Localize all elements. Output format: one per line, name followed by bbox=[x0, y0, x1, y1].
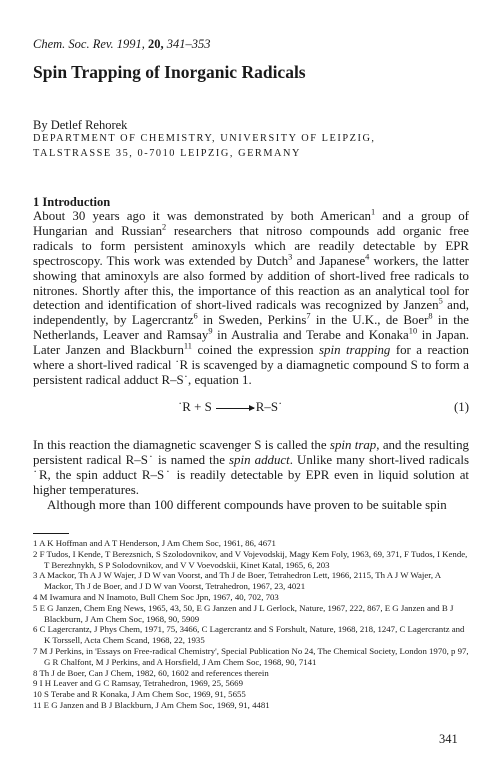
citation-ref: 7 bbox=[306, 312, 311, 322]
article-title: Spin Trapping of Inorganic Radicals bbox=[33, 62, 306, 82]
footnote-item: 8 Th J de Boer, Can J Chem, 1982, 60, 1602 and references therein bbox=[33, 667, 269, 678]
footnote-item: 1 A K Hoffman and A T Henderson, J Am Chem Soc, 1961, 86, 4671 bbox=[33, 538, 276, 548]
footnote-item: 5 E G Janzen, Chem Eng News, 1965, 43, 50, E G Janzen and J L Gerlock, Nature, 1967, 222, 867, E G Janzen and B J Blackburn, J Am Chem Soc, 1968, 90, 5909 bbox=[33, 602, 454, 624]
page-number: 341 bbox=[439, 732, 458, 746]
footnote-item: 10 S Terabe and R Konaka, J Am Chem Soc, 1969, 91, 5655 bbox=[33, 689, 246, 700]
journal-pages: 341–353 bbox=[166, 37, 211, 51]
citation-ref: 11 bbox=[183, 341, 192, 351]
journal-year: 1991, bbox=[116, 37, 145, 51]
author-byline: By Detlef Rehorek bbox=[33, 118, 128, 132]
footnote-item: 3 A Mackor, Th A J W Wajer, J D W van Voorst, and Th J de Boer, Tetrahedron Lett, 1966, 2115, Th A J W Wajer, A Mackor, Th J de Boer, and J D W van Voorst, Tetrahedron, 1967, 23, 4021 bbox=[33, 570, 441, 592]
citation-ref: 8 bbox=[428, 312, 433, 322]
paragraph-2: In this reaction the diamagnetic scavenger S is called the spin trap, and the resulting persistent radical R–S˙ is named the spin adduct. Unlike many short-lived radicals ˙R, the spin adduct R–S˙ is readily detectable by EPR even in liquid solution at higher temperatures. bbox=[33, 438, 469, 497]
journal-volume: 20, bbox=[148, 37, 164, 51]
footnote-rule bbox=[33, 533, 69, 534]
citation-ref: 2 bbox=[162, 222, 167, 232]
equation-1 bbox=[33, 400, 469, 416]
equation-product: R–S˙ bbox=[255, 400, 283, 414]
equation-reactants: ˙R + S bbox=[178, 400, 212, 414]
affiliation-line-2: TALSTRASSE 35, 0-7010 LEIPZIG, GERMANY bbox=[33, 148, 302, 159]
emphasized-term: spin adduct bbox=[229, 452, 290, 467]
affiliation-line-1: DEPARTMENT OF CHEMISTRY, UNIVERSITY OF LEIPZIG, bbox=[33, 133, 376, 144]
footnote-item: 11 E G Janzen and B J Blackburn, J Am Chem Soc, 1969, 91, 4481 bbox=[33, 699, 270, 710]
footnote-item: 4 M Iwamura and N Inamoto, Bull Chem Soc Jpn, 1967, 40, 702, 703 bbox=[33, 591, 279, 602]
paragraph-introduction: About 30 years ago it was demonstrated by both American$^1$ and a group of Hungarian and Russian$^2$ researchers that nitroso compounds add organic free radicals to form persistent aminoxyls which are readily detectable by EPR spectroscopy. This work was extended by Dutch$^3$ and Japanese$^4$ workers, the latter showing that aminoxyls are also formed by addition of short-lived free radicals to nitrones. Shortly after this, the importance of this reaction as an analytical tool for detection and identification of short-lived radicals was recognized by Janzen$^5$ and, independently, by Lagercrantz$^6$ in Sweden, Perkins$^7$ in the U.K., de Boer$^8$ in the Netherlands, Leaver and Ramsay$^9$ in Australia and Terabe and Konaka$^{10}$ in Japan. Later Janzen and Blackburn$^{11}$ coined the expression spin trapping for a reaction where a short-lived radical ˙R is scavenged by a diamagnetic compound S to form a persistent radical adduct R–S˙, equation 1. bbox=[33, 207, 470, 387]
footnote-item: 2 F Tudos, I Kende, T Berezsnich, S Szolodovnikov, and V Vojevodskij, Magy Kem Foly, 1963, 69, 371, F Tudos, I Kende, T Berezhnykh, S P Solodovnikov, and V V Voevodskii, Kinet Katal, 1965, 6, 203 bbox=[33, 548, 468, 570]
reaction-arrow-icon bbox=[216, 408, 254, 409]
section-heading: 1 Introduction bbox=[33, 195, 111, 209]
paragraph-3: Although more than 100 different compounds have proven to be suitable spin bbox=[47, 497, 447, 512]
footnotes bbox=[33, 538, 469, 711]
footnote-item: 7 M J Perkins, in 'Essays on Free-radical Chemistry', Special Publication No 24, The Chemical Society, London 1970, p 97, G R Chalfont, M J Perkins, and A Horsfield, J Am Chem Soc, 1968, 90, 7141 bbox=[33, 645, 469, 667]
footnote-item: 9 I H Leaver and G C Ramsay, Tetrahedron, 1969, 25, 5669 bbox=[33, 678, 243, 689]
equation-number: (1) bbox=[453, 400, 469, 414]
citation-ref: 4 bbox=[365, 252, 370, 262]
citation-ref: 1 bbox=[370, 207, 376, 217]
citation-ref: 3 bbox=[288, 252, 293, 262]
emphasized-term: spin trapping bbox=[319, 343, 391, 358]
citation-ref: 9 bbox=[208, 326, 213, 336]
footnote-item: 6 C Lagercrantz, J Phys Chem, 1971, 75, 3466, C Lagercrantz and S Forshult, Nature, 1968, 218, 1247, C Lagercrantz and K Torssell, Acta Chem Scand, 1968, 22, 1935 bbox=[33, 624, 465, 646]
citation-ref: 6 bbox=[193, 312, 198, 322]
emphasized-term: spin trap bbox=[329, 438, 377, 452]
citation-ref: 10 bbox=[408, 326, 418, 336]
journal-name: Chem. Soc. Rev. bbox=[33, 37, 114, 51]
journal-citation bbox=[33, 37, 211, 52]
citation-ref: 5 bbox=[438, 297, 443, 307]
equation-body bbox=[178, 400, 282, 415]
paragraph-spin-trap bbox=[33, 438, 469, 513]
